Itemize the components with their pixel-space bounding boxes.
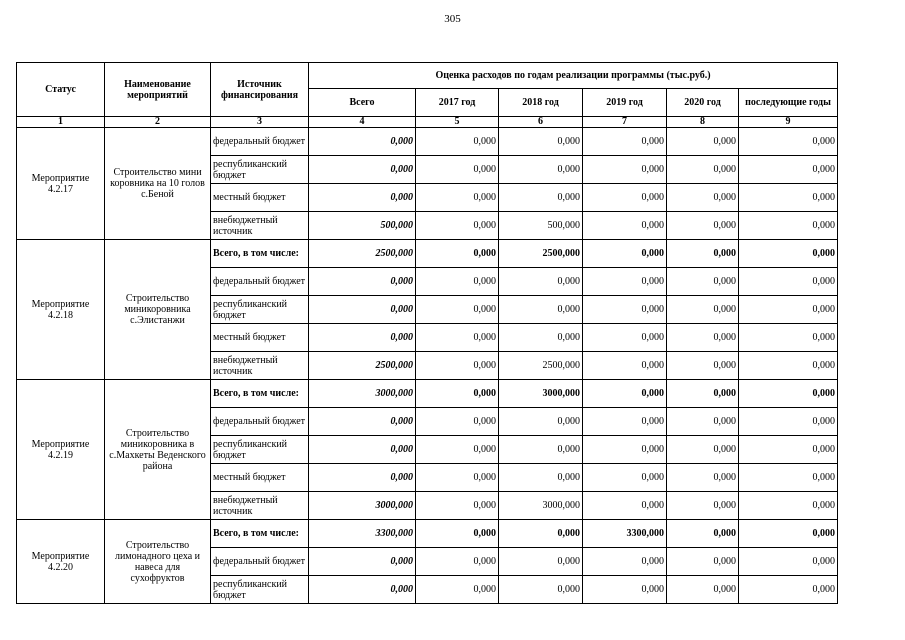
value-cell: 0,000 [739,436,838,464]
value-cell: 0,000 [667,548,739,576]
funding-source: федеральный бюджет [211,408,309,436]
value-cell: 0,000 [499,520,583,548]
event-status: Мероприятие 4.2.17 [17,128,105,240]
value-total: 3000,000 [309,492,416,520]
value-cell: 0,000 [499,464,583,492]
value-cell: 0,000 [499,576,583,604]
funding-source: республиканский бюджет [211,296,309,324]
budget-table [16,62,838,604]
value-total: 0,000 [309,184,416,212]
value-cell: 0,000 [667,464,739,492]
table-row [17,380,838,408]
value-cell: 0,000 [739,184,838,212]
value-cell: 0,000 [416,240,499,268]
value-cell: 0,000 [739,576,838,604]
value-cell: 0,000 [416,128,499,156]
value-cell: 2500,000 [499,352,583,380]
value-cell: 0,000 [667,296,739,324]
value-cell: 0,000 [416,156,499,184]
value-total: 0,000 [309,548,416,576]
value-total: 500,000 [309,212,416,240]
value-cell: 2500,000 [499,240,583,268]
value-cell: 0,000 [499,128,583,156]
funding-source: внебюджетный источник [211,212,309,240]
funding-source: федеральный бюджет [211,128,309,156]
value-total: 3300,000 [309,520,416,548]
header-later: последующие годы [739,89,838,117]
value-cell: 0,000 [416,380,499,408]
header-name: Наименование мероприятий [105,63,211,117]
funding-source: федеральный бюджет [211,268,309,296]
value-cell: 0,000 [416,436,499,464]
value-total: 0,000 [309,268,416,296]
value-total: 2500,000 [309,240,416,268]
table-row [17,240,838,268]
value-total: 0,000 [309,576,416,604]
header-total: Всего [309,89,416,117]
value-cell: 0,000 [667,128,739,156]
column-number: 8 [667,117,739,128]
event-name: Строительство миникоровника с.Элистанжи [105,240,211,380]
value-cell: 0,000 [499,296,583,324]
column-number: 9 [739,117,838,128]
column-number: 4 [309,117,416,128]
page-number: 305 [444,13,461,25]
value-cell: 0,000 [739,380,838,408]
header-2018: 2018 год [499,89,583,117]
value-cell: 0,000 [583,408,667,436]
value-cell: 0,000 [416,576,499,604]
table-body [17,128,838,604]
header-2019: 2019 год [583,89,667,117]
funding-source: Всего, в том числе: [211,380,309,408]
value-cell: 0,000 [583,436,667,464]
event-name: Строительство миникоровника в с.Махкеты Веденского района [105,380,211,520]
value-cell: 0,000 [739,352,838,380]
value-cell: 0,000 [583,296,667,324]
header-source: Источник финансирования [211,63,309,117]
value-cell: 0,000 [416,324,499,352]
funding-source: местный бюджет [211,184,309,212]
value-cell: 0,000 [583,352,667,380]
value-cell: 0,000 [499,324,583,352]
value-cell: 0,000 [667,212,739,240]
value-total: 0,000 [309,324,416,352]
value-cell: 0,000 [739,128,838,156]
value-cell: 0,000 [739,464,838,492]
event-status: Мероприятие 4.2.19 [17,380,105,520]
column-number: 6 [499,117,583,128]
value-cell: 0,000 [667,408,739,436]
value-cell: 0,000 [416,520,499,548]
funding-source: местный бюджет [211,324,309,352]
header-estimate: Оценка расходов по годам реализации программы (тыс.руб.) [309,63,838,89]
value-cell: 0,000 [416,408,499,436]
funding-source: федеральный бюджет [211,548,309,576]
column-number: 1 [17,117,105,128]
value-total: 2500,000 [309,352,416,380]
value-cell: 3000,000 [499,492,583,520]
value-total: 0,000 [309,128,416,156]
value-cell: 0,000 [499,268,583,296]
column-number: 3 [211,117,309,128]
event-name: Строительство лимонадного цеха и навеса для сухофруктов [105,520,211,604]
value-total: 3000,000 [309,380,416,408]
value-cell: 0,000 [499,156,583,184]
value-cell: 0,000 [739,212,838,240]
value-total: 0,000 [309,464,416,492]
value-cell: 0,000 [416,464,499,492]
value-cell: 0,000 [739,156,838,184]
value-cell: 500,000 [499,212,583,240]
value-cell: 0,000 [416,184,499,212]
funding-source: Всего, в том числе: [211,520,309,548]
event-name: Строительство мини коровника на 10 голов с.Беной [105,128,211,240]
value-cell: 0,000 [667,380,739,408]
value-cell: 0,000 [583,548,667,576]
value-cell: 0,000 [583,184,667,212]
value-cell: 0,000 [739,296,838,324]
value-cell: 0,000 [667,520,739,548]
value-cell: 0,000 [416,548,499,576]
event-status: Мероприятие 4.2.18 [17,240,105,380]
value-cell: 0,000 [739,408,838,436]
value-cell: 0,000 [416,296,499,324]
value-cell: 0,000 [667,156,739,184]
header-status: Статус [17,63,105,117]
value-total: 0,000 [309,408,416,436]
value-cell: 0,000 [416,268,499,296]
value-cell: 0,000 [583,240,667,268]
value-cell: 0,000 [739,324,838,352]
value-cell: 0,000 [499,548,583,576]
column-number: 5 [416,117,499,128]
event-status: Мероприятие 4.2.20 [17,520,105,604]
table-row [17,520,838,548]
value-cell: 0,000 [499,408,583,436]
value-cell: 0,000 [583,212,667,240]
value-cell: 0,000 [739,492,838,520]
value-cell: 3300,000 [583,520,667,548]
value-cell: 0,000 [739,520,838,548]
value-total: 0,000 [309,296,416,324]
value-cell: 0,000 [667,576,739,604]
value-cell: 0,000 [667,268,739,296]
value-cell: 0,000 [667,436,739,464]
value-cell: 0,000 [667,352,739,380]
funding-source: внебюджетный источник [211,352,309,380]
value-cell: 0,000 [667,492,739,520]
value-cell: 0,000 [583,380,667,408]
value-cell: 0,000 [667,240,739,268]
value-cell: 0,000 [583,576,667,604]
value-cell: 0,000 [583,128,667,156]
value-cell: 0,000 [739,548,838,576]
value-cell: 0,000 [739,240,838,268]
value-cell: 3000,000 [499,380,583,408]
table-row [17,128,838,156]
header-2017: 2017 год [416,89,499,117]
value-total: 0,000 [309,156,416,184]
header-2020: 2020 год [667,89,739,117]
value-cell: 0,000 [499,436,583,464]
value-cell: 0,000 [583,492,667,520]
column-number: 2 [105,117,211,128]
funding-source: республиканский бюджет [211,576,309,604]
value-cell: 0,000 [416,212,499,240]
value-total: 0,000 [309,436,416,464]
value-cell: 0,000 [416,492,499,520]
value-cell: 0,000 [739,268,838,296]
value-cell: 0,000 [499,184,583,212]
funding-source: республиканский бюджет [211,436,309,464]
value-cell: 0,000 [667,324,739,352]
value-cell: 0,000 [583,156,667,184]
value-cell: 0,000 [667,184,739,212]
value-cell: 0,000 [583,464,667,492]
funding-source: местный бюджет [211,464,309,492]
funding-source: республиканский бюджет [211,156,309,184]
value-cell: 0,000 [583,324,667,352]
value-cell: 0,000 [583,268,667,296]
value-cell: 0,000 [416,352,499,380]
funding-source: Всего, в том числе: [211,240,309,268]
column-number-row [17,117,838,128]
funding-source: внебюджетный источник [211,492,309,520]
column-number: 7 [583,117,667,128]
